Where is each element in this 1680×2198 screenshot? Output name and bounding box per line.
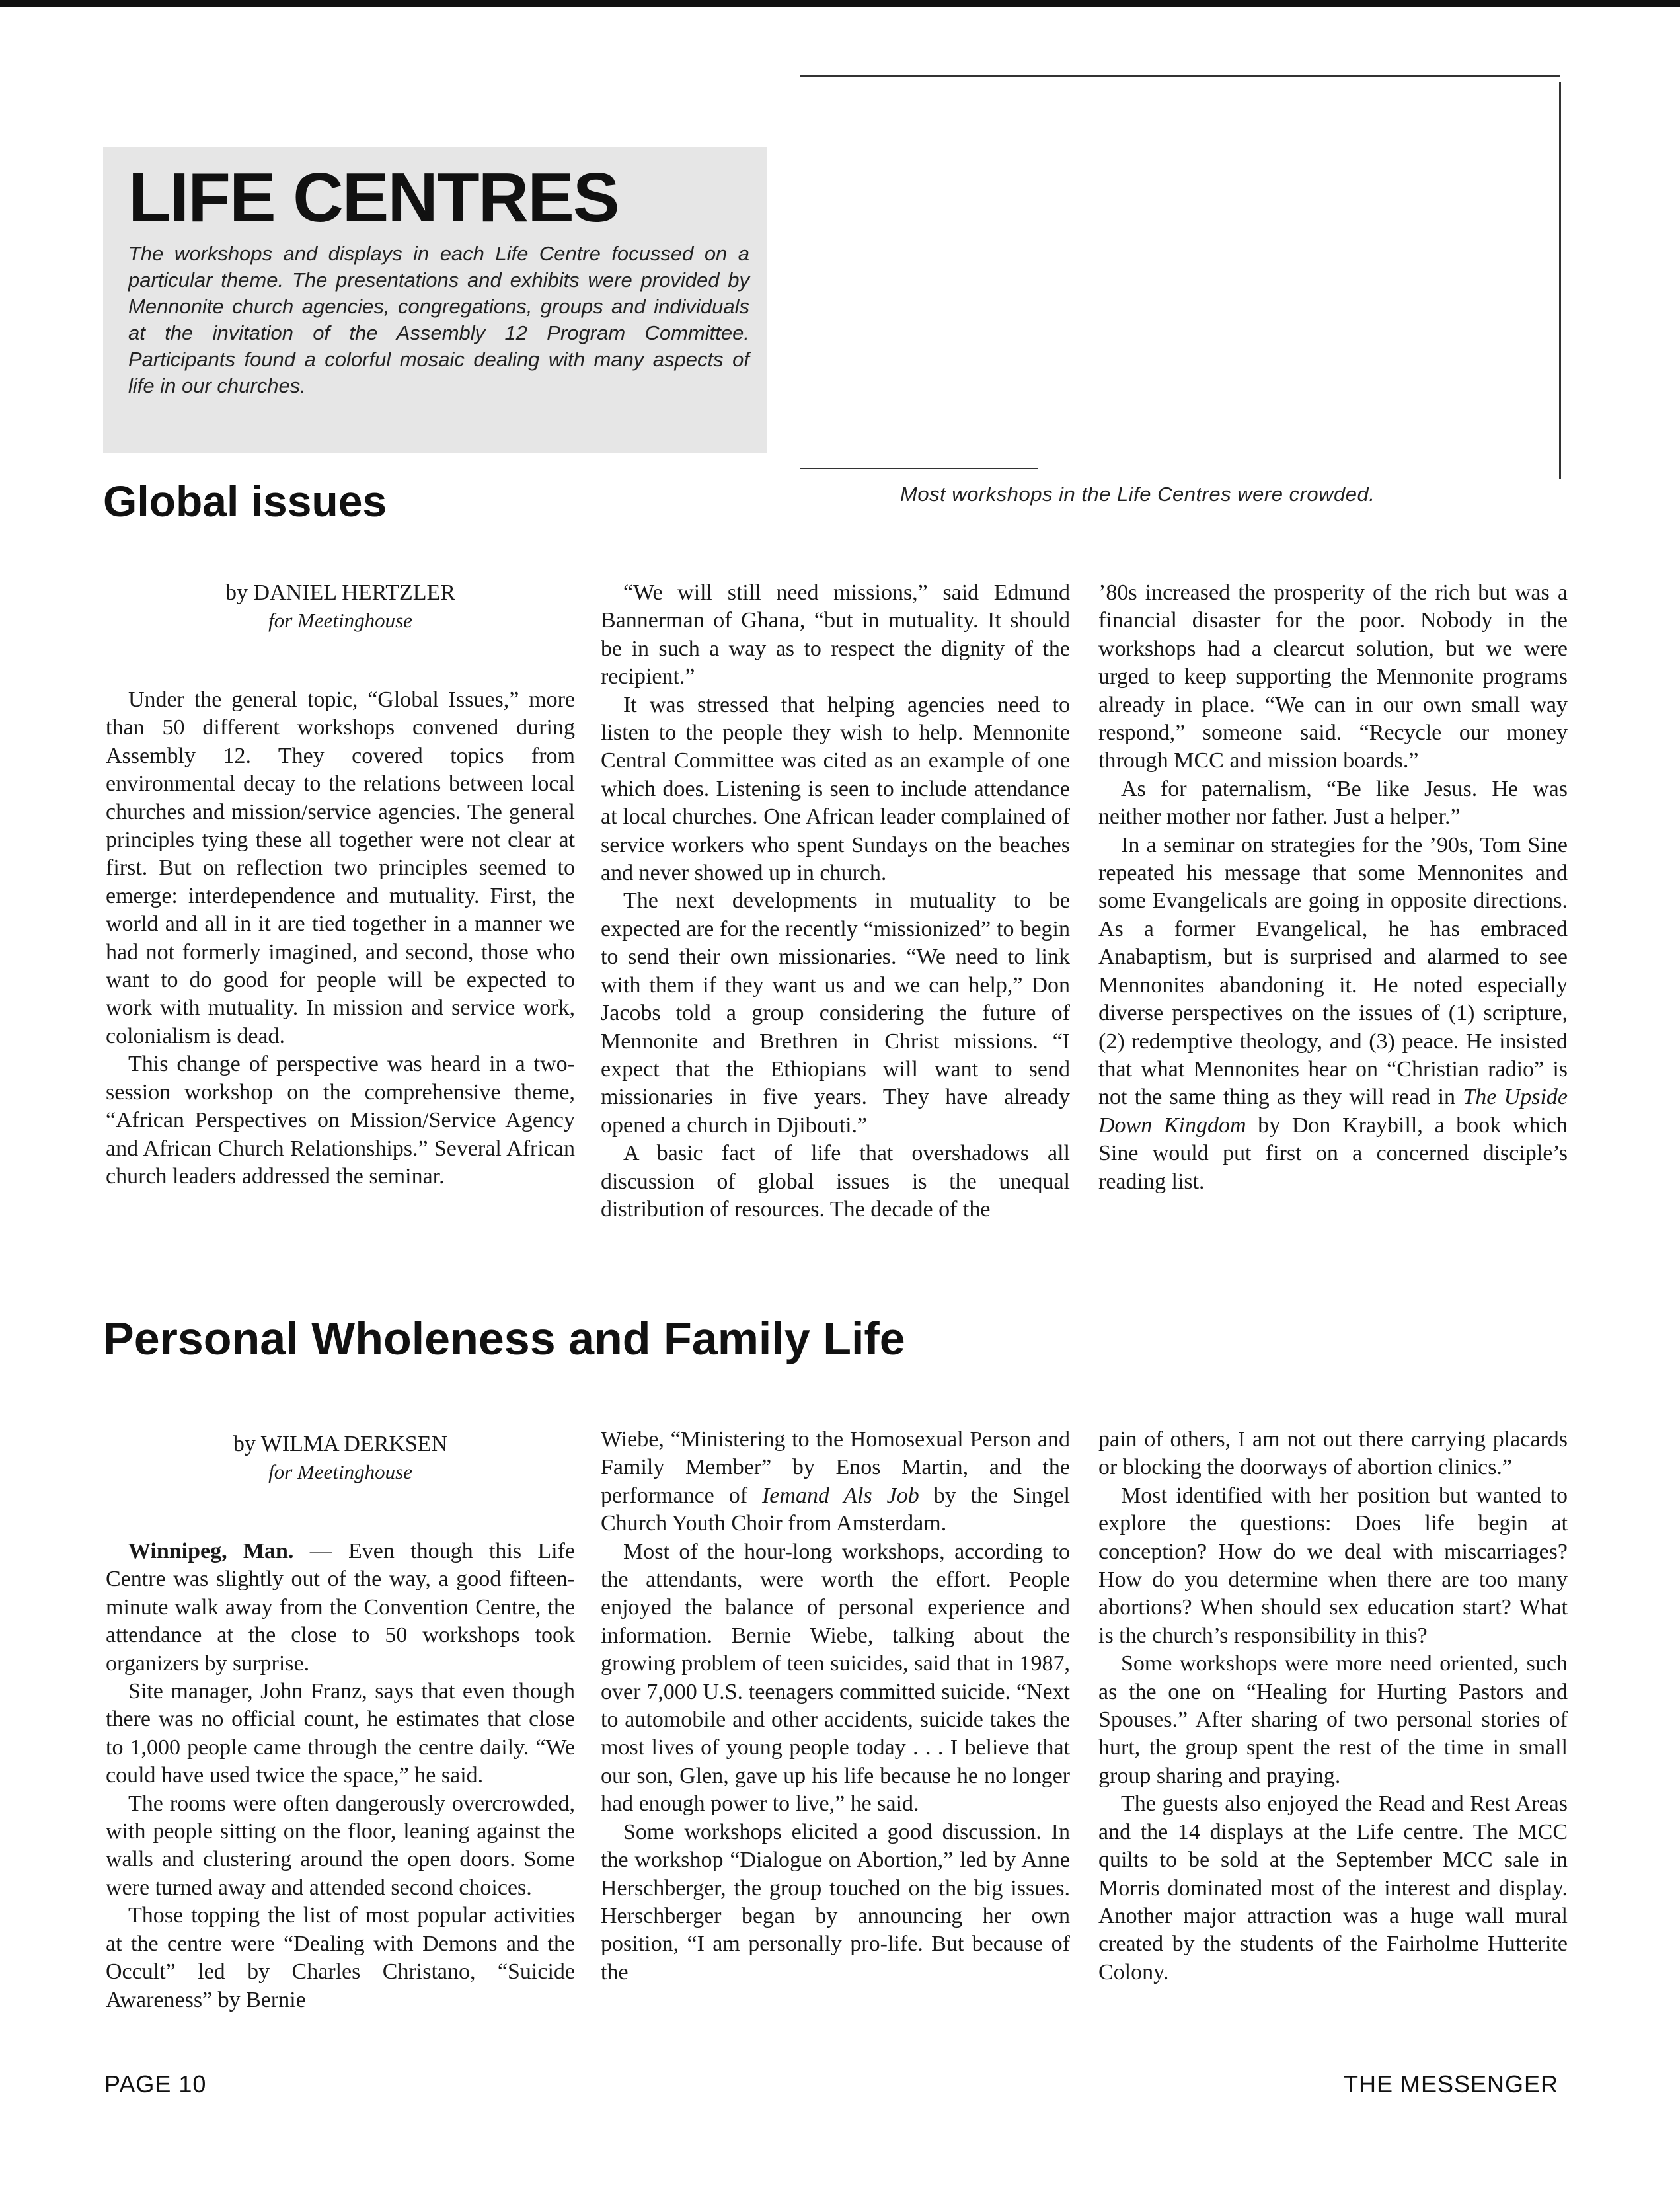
life-centres-description: The workshops and displays in each Life Centre focussed on a particular theme. The presentations and exhibits were provided by Mennonite church agencies, congregations, groups and individuals at the invitation of the Assembly 12 Program Committee. Participants found a colorful mosaic dealing with many aspects of life in our churches. (128, 242, 749, 397)
paragraph: Under the general topic, “Global Issues,” more than 50 different workshops convened during Assembly 12. They covered topics from environmental decay to the relations between local churches and mission/service agencies. The general principles tying these all together were not clear at first. But on reflection two principles seemed to emerge: interdependence and mutuality. First, the world and all in it are tied together in a manner we had not formerly imagined, and second, those who want to do good for people will be expected to work with mutuality. In mission and service work, colonialism is dead. (106, 687, 575, 1048)
dateline: Winnipeg, Man. (128, 1539, 294, 1563)
global-issues-column-3 (1098, 579, 1568, 1196)
paragraph (601, 1426, 1070, 1538)
paragraph: pain of others, I am not out there carrying placards or blocking the doorways of abortion clinics.” (1098, 1427, 1568, 1480)
life-centres-title: LIFE CENTRES (128, 159, 619, 237)
paragraph: The rooms were often dangerously overcrowded, with people sitting on the floor, leaning against the walls and clustering around the open doors. Some were turned away and attended second choices. (106, 1791, 575, 1900)
page-number: PAGE 10 (104, 2070, 207, 2098)
paragraph-text: by the Singel Church Youth Choir from Amsterdam. (601, 1483, 1070, 1536)
paragraph: Those topping the list of most popular activities at the centre were “Dealing with Demons and the Occult” led by Charles Christano, “Suicide Awareness” by Bernie (106, 1903, 575, 2012)
photo-caption: Most workshops in the Life Centres were crowded. (900, 483, 1375, 506)
top-border (0, 0, 1680, 7)
paragraph (106, 1538, 575, 1678)
personal-wholeness-byline (106, 1431, 575, 1486)
paragraph: Most identified with her position but wanted to explore the questions: Does life begin at conception? How do we deal with miscarriages? How do you determine when there are too many abortions? When should sex education start? What is the church’s responsibility in this? (1098, 1483, 1568, 1648)
life-centres-box (103, 147, 767, 453)
personal-wholeness-column-3 (1098, 1426, 1568, 1986)
global-issues-column-1 (106, 686, 575, 1191)
magazine-name: THE MESSENGER (1343, 2070, 1558, 2098)
performance-title: Iemand Als Job (761, 1483, 919, 1508)
paragraph: Some workshops elicited a good discussion. In the workshop “Dialogue on Abortion,” led by Anne Herschberger, the group touched on the big issues. Herschberger began by announcing her own position, “I am personally pro-life. But because of the (601, 1819, 1070, 1984)
paragraph: It was stressed that helping agencies need to listen to the people they wish to help. Mennonite Central Committee was cited as an example of one which does. Listening is seen to include attendance at local churches. One African leader complained of service workers who spent Sundays on the beaches and never showed up in church. (601, 692, 1070, 886)
byline-source: for Meetinghouse (268, 609, 412, 632)
paragraph-text: — Even though this Life Centre was slightly out of the way, a good fifteen-minute walk away from the Convention Centre, the attendance at the close to 50 workshops took organizers by surprise. (106, 1539, 575, 1676)
personal-wholeness-column-2 (601, 1426, 1070, 1986)
paragraph: Some workshops were more need oriented, such as the one on “Healing for Hurting Pastors and Spouses.” After sharing of two personal stories of hurt, the group spent the rest of the time in small group sharing and praying. (1098, 1651, 1568, 1788)
global-issues-byline (106, 579, 575, 635)
global-issues-title: Global issues (103, 477, 387, 526)
paragraph: Most of the hour-long workshops, according to the attendants, were worth the effort. People enjoyed the balance of personal experience and information. Bernie Wiebe, talking about the growing problem of teen suicides, said that in 1987, over 7,000 U.S. teenagers committed suicide. “Next to automobile and other accidents, suicide takes the most lives of young people today . . . I believe that our son, Glen, gave up his life because he no longer had enough power to live,” he said. (601, 1539, 1070, 1817)
paragraph: ’80s increased the prosperity of the rich but was a financial disaster for the poor. Nobody in the workshops had a clearcut solution, but we were urged to keep supporting the Mennonite programs already in place. “We can in our own small way respond,” someone said. “Recycle our money through MCC and mission boards.” (1098, 580, 1568, 773)
paragraph-text: In a seminar on strategies for the ’90s, Tom Sine repeated his message that some Mennonites and some Evangelicals are going in opposite directions. As a former Evangelical, he has embraced Anabaptism, but is surprised and alarmed to see Mennonites abandoning it. He noted especially diverse perspectives on the issues of (1) scripture, (2) redemptive theology, and (3) peace. He insisted that what Mennonites hear on “Christian radio” is not the same thing as they will read in (1098, 832, 1568, 1110)
paragraph: The next developments in mutuality to be expected are for the recently “missionized” to begin to send their own missionaries. “We need to link with them if they want us and we can help,” Don Jacobs told a group considering the future of Mennonite and Brethren in Christ missions. “I expect that the Ethiopians will want to send missionaries in five years. They have already opened a church in Djibouti.” (601, 888, 1070, 1138)
byline-source: for Meetinghouse (268, 1460, 412, 1483)
paragraph: This change of perspective was heard in a two-session workshop on the comprehensive theme, “African Perspectives on Mission/Service Agency and African Church Relationships.” Several African church leaders addressed the seminar. (106, 1052, 575, 1189)
paragraph-text: by Don Kraybill, a book which Sine would put first on a concerned disciple’s reading list. (1098, 1113, 1568, 1194)
paragraph (1098, 832, 1568, 1196)
paragraph-text: Wiebe, “Ministering to the Homosexual Person and Family Member” by Enos Martin, and the performance of (601, 1427, 1070, 1508)
global-issues-column-2 (601, 579, 1070, 1224)
paragraph: As for paternalism, “Be like Jesus. He was neither mother nor father. Just a helper.” (1098, 776, 1568, 830)
paragraph: The guests also enjoyed the Read and Rest Areas and the 14 displays at the Life centre. The MCC quilts to be sold at the September MCC sale in Morris dominated most of the interest and display. Another major attraction was a huge wall mural created by the students of the Fairholme Hutterite Colony. (1098, 1791, 1568, 1984)
personal-wholeness-column-1 (106, 1538, 575, 2014)
paragraph: “We will still need missions,” said Edmund Bannerman of Ghana, “but in mutuality. It should be in such a way as to respect the dignity of the recipient.” (601, 580, 1070, 689)
byline-author: by WILMA DERKSEN (233, 1432, 448, 1456)
workshop-photo (800, 75, 1560, 483)
paragraph: Site manager, John Franz, says that even though there was no official count, he estimates that close to 1,000 people came through the centre daily. “We could have used twice the space,” he said. (106, 1679, 575, 1788)
byline-author: by DANIEL HERTZLER (225, 580, 455, 605)
paragraph: A basic fact of life that overshadows all discussion of global issues is the unequal distribution of resources. The decade of the (601, 1141, 1070, 1222)
personal-wholeness-title: Personal Wholeness and Family Life (103, 1313, 905, 1364)
book-title: The Upside Down Kingdom (1098, 1085, 1568, 1138)
